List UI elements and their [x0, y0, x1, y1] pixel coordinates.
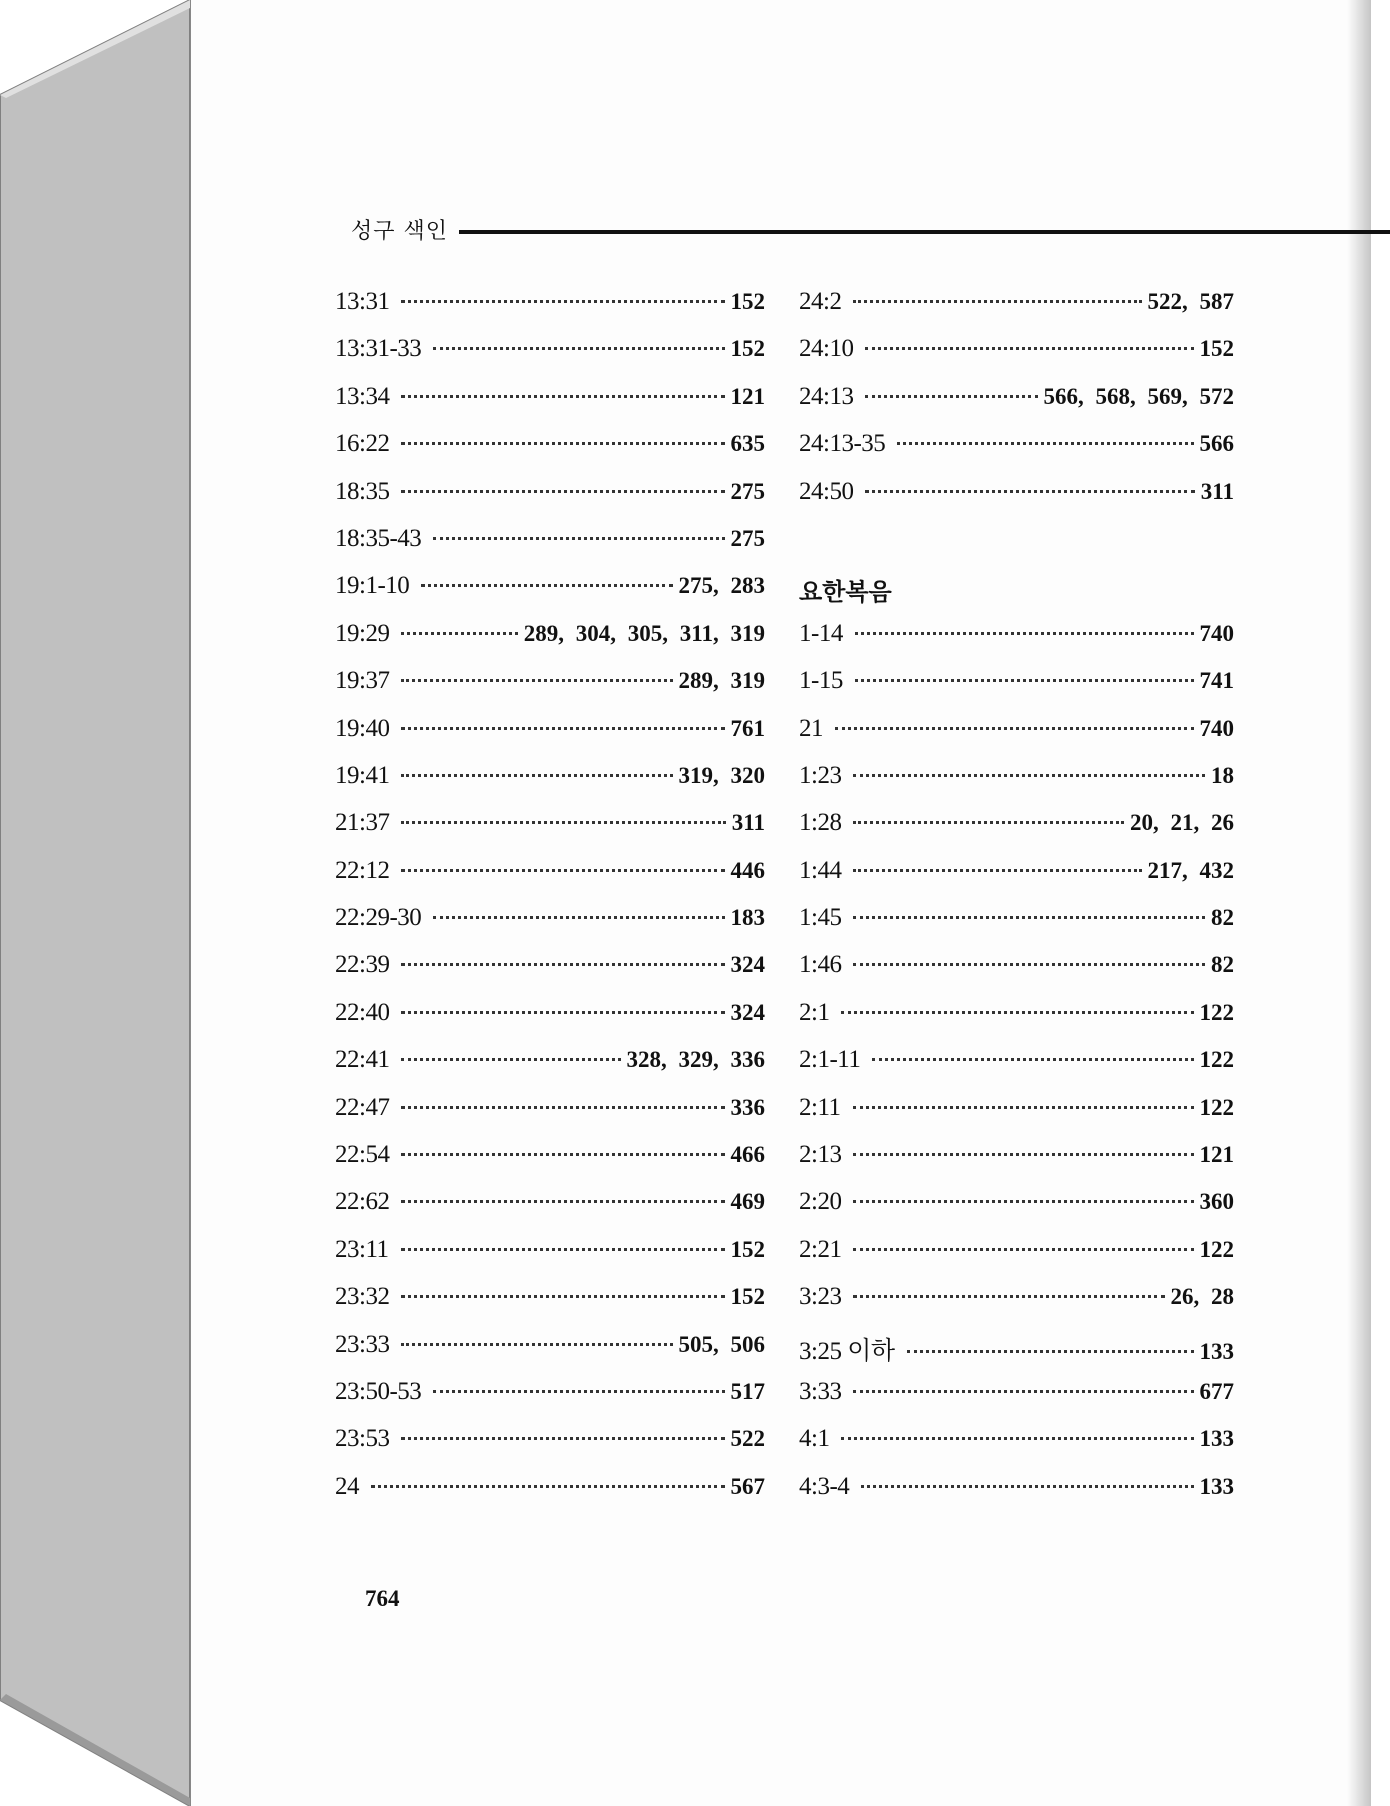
page-references: 122 [1199, 1094, 1234, 1120]
verse-reference: 23:11 [335, 1235, 389, 1263]
page-references: 133 [1199, 1426, 1234, 1452]
index-entry [335, 335, 765, 382]
dot-leader [401, 442, 724, 445]
dot-leader [853, 821, 1124, 824]
verse-reference: 24 [335, 1472, 359, 1500]
dot-leader [865, 347, 1193, 350]
page-references: 289, 319 [678, 668, 765, 694]
page-references: 18 [1211, 762, 1234, 788]
index-entry [335, 1473, 765, 1520]
verse-reference: 19:29 [335, 619, 390, 647]
page-references: 152 [730, 289, 765, 314]
verse-reference: 24:13 [799, 382, 854, 410]
dot-leader [401, 679, 672, 682]
header-title: 성구 색인 [351, 219, 449, 244]
page-references: 311 [731, 810, 765, 836]
verse-reference: 24:10 [799, 335, 854, 363]
page-references: 324 [730, 999, 765, 1025]
book-spine [0, 0, 200, 1806]
index-entry [335, 715, 765, 762]
index-entry [335, 1094, 765, 1141]
page-references: 122 [1199, 1047, 1234, 1073]
dot-leader [865, 395, 1037, 398]
verse-reference: 18:35 [335, 477, 390, 505]
verse-reference: 18:35-43 [335, 524, 422, 552]
page-references: 469 [730, 1189, 765, 1215]
page-references: 446 [730, 857, 765, 883]
verse-reference: 22:39 [335, 951, 390, 979]
verse-reference: 19:1-10 [335, 572, 410, 600]
index-entry [799, 904, 1234, 951]
page-references: 26, 28 [1170, 1284, 1234, 1310]
dot-leader [401, 774, 672, 777]
dot-leader [853, 300, 1141, 303]
dot-leader [401, 727, 724, 730]
index-entry [335, 288, 765, 335]
verse-reference: 22:40 [335, 998, 390, 1026]
header-rule [459, 230, 1390, 234]
verse-reference: 13:31 [335, 288, 390, 315]
verse-reference: 4:3-4 [799, 1472, 850, 1500]
dot-leader [401, 1343, 672, 1346]
dot-leader [401, 1153, 724, 1156]
index-entry [799, 383, 1234, 430]
dot-leader [401, 395, 724, 398]
verse-reference: 22:54 [335, 1141, 390, 1169]
verse-reference: 16:22 [335, 430, 390, 458]
index-entry [335, 904, 765, 951]
dot-leader [401, 1437, 724, 1440]
index-group-john [799, 620, 1234, 1520]
page-references: 311 [1200, 478, 1234, 504]
verse-reference: 19:37 [335, 667, 390, 695]
page-references: 152 [730, 1236, 765, 1262]
page-references: 360 [1199, 1189, 1234, 1215]
verse-reference: 22:62 [335, 1188, 390, 1216]
verse-reference: 1:23 [799, 761, 842, 789]
dot-leader [853, 1248, 1193, 1251]
index-entry [799, 1473, 1234, 1520]
index-entry [335, 620, 765, 667]
page-references: 275 [730, 478, 765, 504]
dot-leader [853, 1390, 1193, 1393]
dot-leader [853, 963, 1205, 966]
page-references: 122 [1199, 999, 1234, 1025]
dot-leader [872, 1058, 1193, 1061]
index-entry [335, 525, 765, 572]
index-entry [799, 857, 1234, 904]
page-references: 319, 320 [678, 762, 765, 788]
index-entry [799, 999, 1234, 1046]
index-entry [335, 383, 765, 430]
page-references: 133 [1199, 1338, 1234, 1364]
dot-leader [853, 916, 1205, 919]
dot-leader [907, 1350, 1194, 1353]
page-references: 20, 21, 26 [1130, 810, 1234, 836]
verse-reference: 22:41 [335, 1046, 390, 1074]
page-references: 122 [1199, 1236, 1234, 1262]
index-entry [335, 478, 765, 525]
page-references: 761 [730, 715, 765, 741]
verse-reference: 23:32 [335, 1283, 390, 1311]
page-references: 677 [1199, 1378, 1234, 1404]
index-entry [335, 762, 765, 809]
dot-leader [853, 1153, 1193, 1156]
verse-reference: 23:50-53 [335, 1377, 422, 1405]
verse-reference: 21:37 [335, 809, 390, 837]
verse-reference: 1-14 [799, 619, 843, 647]
page-references: 522, 587 [1147, 289, 1234, 314]
index-entry [335, 999, 765, 1046]
verse-reference: 1:44 [799, 856, 842, 884]
page-references: 740 [1199, 620, 1234, 646]
verse-reference: 13:34 [335, 382, 390, 410]
verse-reference: 21 [799, 714, 823, 742]
verse-reference: 1:46 [799, 951, 842, 979]
page-references: 275, 283 [678, 573, 765, 599]
verse-reference: 3:23 [799, 1283, 842, 1311]
dot-leader [401, 1200, 724, 1203]
book-page [190, 0, 1371, 1806]
index-entry [335, 430, 765, 477]
dot-leader [421, 584, 672, 587]
index-entry [799, 951, 1234, 998]
page-references: 121 [1199, 1142, 1234, 1168]
dot-leader [401, 1248, 725, 1251]
index-entry [335, 1283, 765, 1330]
dot-leader [897, 442, 1193, 445]
dot-leader [855, 632, 1194, 635]
verse-reference: 3:33 [799, 1377, 842, 1405]
dot-leader [865, 490, 1194, 493]
dot-leader [401, 300, 724, 303]
index-entry [799, 288, 1234, 335]
verse-reference: 22:47 [335, 1093, 390, 1121]
dot-leader [853, 774, 1205, 777]
verse-reference: 23:33 [335, 1330, 390, 1358]
page-references: 289, 304, 305, 311, 319 [523, 620, 765, 646]
verse-reference: 2:1-11 [799, 1046, 861, 1074]
verse-reference: 1:28 [799, 809, 842, 837]
index-entry [799, 620, 1234, 667]
index-entry [799, 1094, 1234, 1141]
verse-reference: 2:13 [799, 1141, 842, 1169]
section-gap [799, 525, 1234, 572]
dot-leader [401, 963, 724, 966]
verse-reference: 22:12 [335, 856, 390, 884]
verse-reference: 13:31-33 [335, 335, 422, 363]
page-references: 517 [730, 1378, 765, 1404]
index-entry [799, 478, 1234, 525]
index-entry [799, 1283, 1234, 1330]
index-entry [335, 667, 765, 714]
page-references: 82 [1211, 952, 1234, 978]
dot-leader [401, 1295, 724, 1298]
page-references: 133 [1199, 1473, 1234, 1499]
index-entry [335, 951, 765, 998]
page-references: 336 [730, 1094, 765, 1120]
index-entry [335, 1188, 765, 1235]
index-entry [799, 1188, 1234, 1235]
dot-leader [853, 1106, 1194, 1109]
page-references: 324 [730, 952, 765, 978]
dot-leader [841, 1011, 1193, 1014]
dot-leader [401, 1011, 724, 1014]
index-entry [335, 1378, 765, 1425]
dot-leader [401, 1058, 620, 1061]
dot-leader [433, 347, 724, 350]
page-references: 152 [730, 1284, 765, 1310]
index-entry [799, 430, 1234, 477]
verse-reference: 22:29-30 [335, 904, 422, 932]
dot-leader [401, 1106, 724, 1109]
verse-reference: 2:1 [799, 998, 830, 1026]
index-entry [799, 1141, 1234, 1188]
running-header [351, 210, 1390, 250]
verse-reference: 1:45 [799, 904, 842, 932]
verse-reference: 19:40 [335, 714, 390, 742]
verse-reference: 1-15 [799, 667, 843, 695]
index-entry [335, 809, 765, 856]
verse-reference: 19:41 [335, 761, 390, 789]
page-edge-shadow [1347, 0, 1371, 1806]
dot-leader [853, 1200, 1193, 1203]
verse-reference: 24:13-35 [799, 430, 886, 458]
index-entry [799, 1331, 1234, 1378]
page-references: 567 [730, 1473, 765, 1499]
index-entry [799, 715, 1234, 762]
page-references: 217, 432 [1147, 857, 1234, 883]
page-references: 152 [1199, 336, 1234, 362]
verse-reference: 23:53 [335, 1425, 390, 1453]
index-entry [335, 572, 765, 619]
page-references: 82 [1211, 905, 1234, 931]
index-entry [335, 1141, 765, 1188]
dot-leader [433, 537, 724, 540]
index-entry [799, 1425, 1234, 1472]
index-entry [335, 1236, 765, 1283]
index-entry [799, 1378, 1234, 1425]
dot-leader [855, 679, 1194, 682]
page-references: 121 [730, 383, 765, 409]
dot-leader [433, 1390, 724, 1393]
index-entry [335, 1046, 765, 1093]
page-references: 183 [730, 905, 765, 931]
dot-leader [835, 727, 1194, 730]
dot-leader [401, 821, 725, 824]
section-title: 요한복음 [799, 578, 892, 607]
page-references: 466 [730, 1142, 765, 1168]
page-references: 505, 506 [678, 1331, 765, 1357]
page-references: 635 [730, 431, 765, 457]
dot-leader [371, 1485, 725, 1488]
dot-leader [861, 1485, 1193, 1488]
page-references: 522 [730, 1426, 765, 1452]
page-references: 275 [730, 525, 765, 551]
index-entry [799, 335, 1234, 382]
index-entry [799, 1236, 1234, 1283]
index-entry [335, 1331, 765, 1378]
dot-leader [433, 916, 724, 919]
dot-leader [853, 1295, 1164, 1298]
index-column-right [799, 288, 1234, 1520]
verse-reference: 3:25 이하 [799, 1337, 895, 1365]
verse-reference: 2:21 [799, 1235, 842, 1263]
index-entry [799, 1046, 1234, 1093]
page-references: 566 [1199, 431, 1234, 457]
verse-reference: 2:11 [799, 1093, 841, 1121]
verse-reference: 2:20 [799, 1188, 842, 1216]
verse-reference: 4:1 [799, 1425, 830, 1453]
dot-leader [841, 1437, 1193, 1440]
index-entry [799, 667, 1234, 714]
index-entry [799, 809, 1234, 856]
page-number: 764 [365, 1586, 400, 1611]
page-references: 566, 568, 569, 572 [1043, 383, 1234, 409]
dot-leader [401, 632, 517, 635]
page-references: 741 [1199, 668, 1234, 694]
verse-reference: 24:2 [799, 288, 842, 315]
index-entry [335, 1425, 765, 1472]
index-column-left [335, 288, 765, 1520]
index-entry [799, 762, 1234, 809]
page-references: 328, 329, 336 [626, 1047, 765, 1073]
dot-leader [401, 869, 724, 872]
page-references: 152 [730, 336, 765, 362]
index-group-luke [799, 288, 1234, 525]
page-references: 740 [1199, 715, 1234, 741]
index-entry [335, 857, 765, 904]
dot-leader [853, 869, 1141, 872]
verse-reference: 24:50 [799, 477, 854, 505]
dot-leader [401, 490, 724, 493]
